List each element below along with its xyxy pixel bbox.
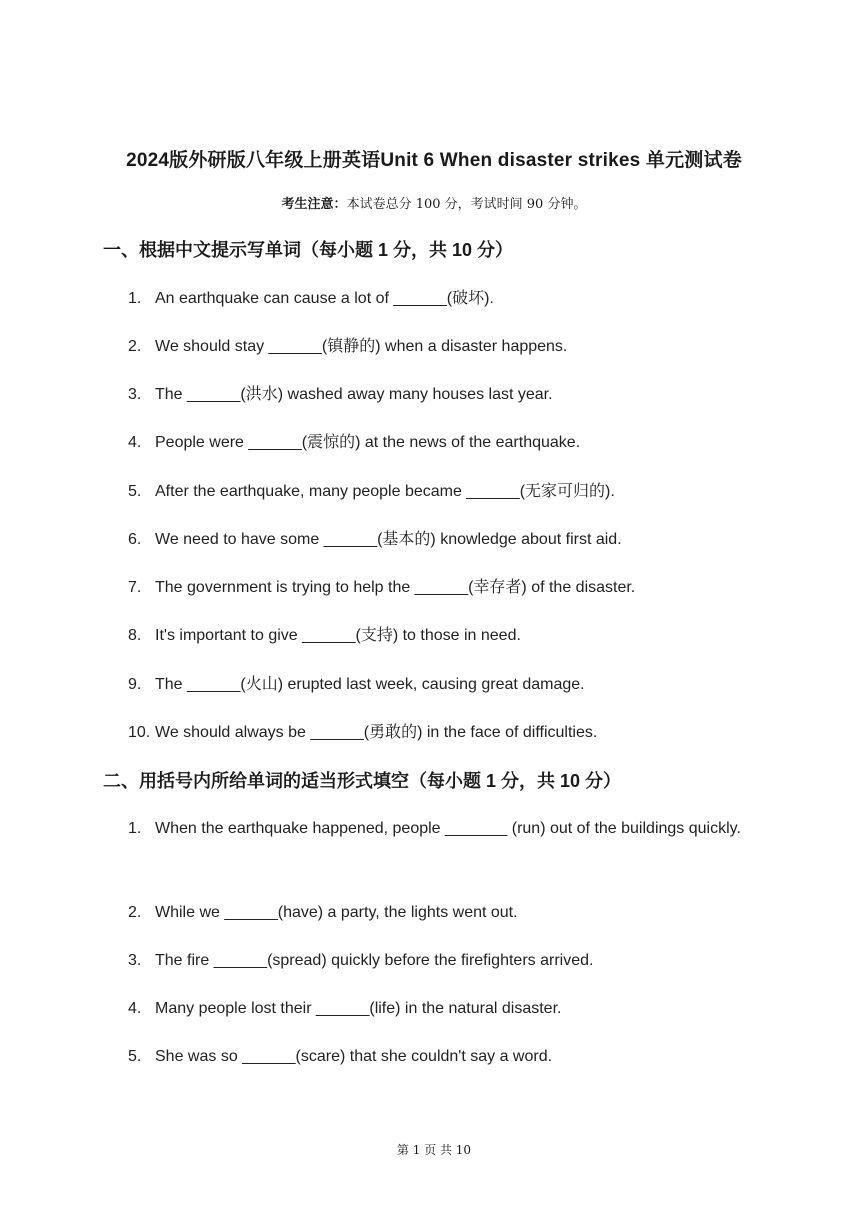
section-heading-2: 二、用括号内所给单词的适当形式填空（每小题 1 分，共 10 分） <box>103 771 622 791</box>
question-item <box>128 991 756 1026</box>
section-heading-1: 一、根据中文提示写单词（每小题 1 分，共 10 分） <box>103 240 514 260</box>
question-number: 5. <box>128 1048 142 1065</box>
question-number: 2. <box>128 904 142 921</box>
notice-text: 本试卷总分 100 分，考试时间 90 分钟。 <box>346 197 587 212</box>
question-text: People were ______(震惊的) at the news of the earthquake. <box>155 434 581 451</box>
question-item <box>128 570 756 605</box>
question-text: The fire ______(spread) quickly before the firefighters arrived. <box>155 952 594 969</box>
question-text: The government is trying to help the ______(幸存者) of the disaster. <box>155 579 636 596</box>
question-number: 3. <box>128 386 142 403</box>
question-item <box>128 667 756 702</box>
question-number: 4. <box>128 1000 142 1017</box>
question-number: 4. <box>128 434 142 451</box>
question-item <box>128 811 756 846</box>
question-item <box>128 377 756 412</box>
question-number: 3. <box>128 952 142 969</box>
exam-notice <box>0 193 868 212</box>
question-item <box>128 474 756 509</box>
question-number: 7. <box>128 579 142 596</box>
question-number: 9. <box>128 676 142 693</box>
question-item <box>128 329 756 364</box>
question-item <box>128 1039 756 1074</box>
question-item <box>128 715 756 750</box>
question-number: 6. <box>128 531 142 548</box>
question-text: We need to have some ______(基本的) knowledge about first aid. <box>155 531 622 548</box>
question-number: 2. <box>128 338 142 355</box>
question-text: The ______(火山) erupted last week, causing great damage. <box>155 676 585 693</box>
question-text: When the earthquake happened, people _______ (run) out of the buildings quickly. <box>155 820 741 837</box>
question-text: While we ______(have) a party, the lights went out. <box>155 904 518 921</box>
question-item <box>128 943 756 978</box>
question-number: 10. <box>128 724 151 741</box>
question-number: 1. <box>128 290 142 307</box>
question-text: The ______(洪水) washed away many houses last year. <box>155 386 553 403</box>
question-number: 8. <box>128 627 142 644</box>
question-item <box>128 522 756 557</box>
question-item <box>128 895 756 930</box>
notice-label: 考生注意： <box>281 197 347 212</box>
question-number: 1. <box>128 820 142 837</box>
question-number: 5. <box>128 483 142 500</box>
question-text: After the earthquake, many people became ______(无家可归的). <box>155 483 615 500</box>
page-footer: 第 1 页 共 10 <box>396 1143 472 1157</box>
question-text: We should stay ______(镇静的) when a disaster happens. <box>155 338 568 355</box>
question-item <box>128 618 756 653</box>
question-text: She was so ______(scare) that she couldn't say a word. <box>155 1048 553 1065</box>
question-text: It's important to give ______(支持) to those in need. <box>155 627 521 644</box>
document-title: 2024版外研版八年级上册英语Unit 6 When disaster strikes 单元测试卷 <box>126 150 742 171</box>
question-item <box>128 281 756 316</box>
question-text: An earthquake can cause a lot of ______(破坏). <box>155 290 494 307</box>
question-text: Many people lost their ______(life) in the natural disaster. <box>155 1000 562 1017</box>
question-text: We should always be ______(勇敢的) in the face of difficulties. <box>155 724 598 741</box>
question-item <box>128 425 756 460</box>
